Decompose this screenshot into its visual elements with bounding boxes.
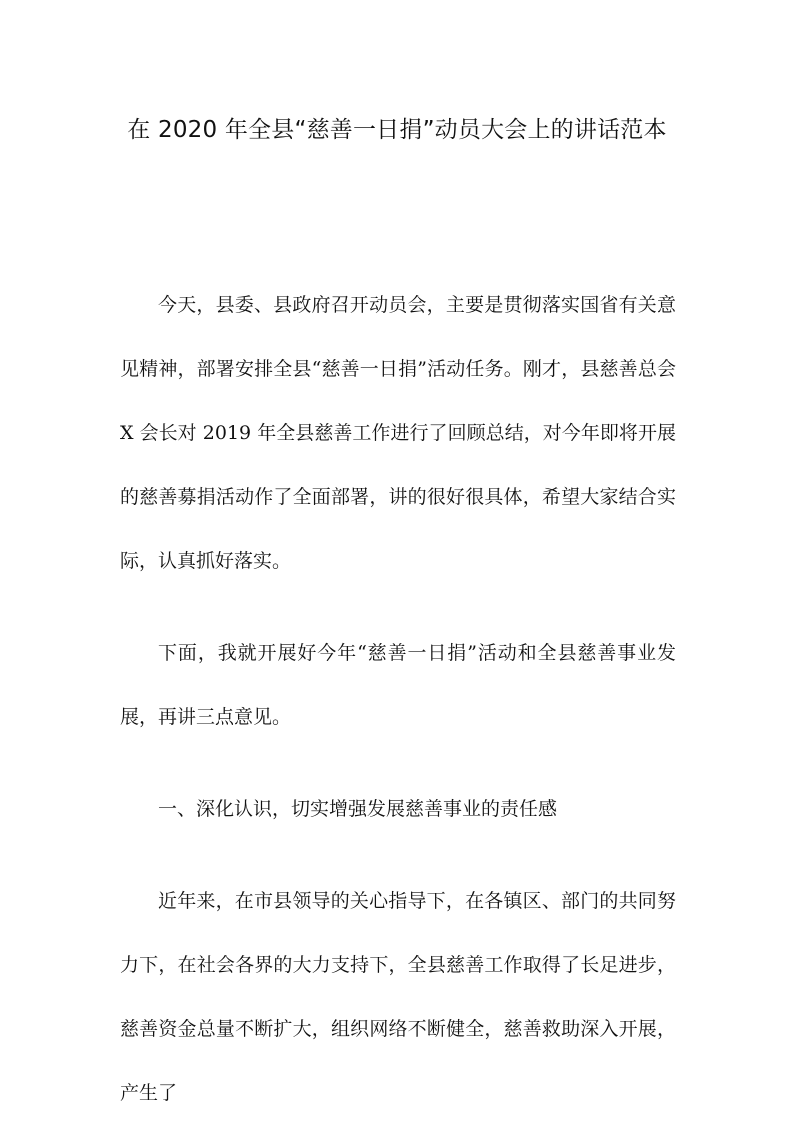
paragraph-intro: 下面，我就开展好今年“慈善一日捐”活动和全县慈善事业发展，再讲三点意见。 xyxy=(120,642,676,728)
document-body xyxy=(120,273,676,1125)
paragraph-opening: 今天，县委、县政府召开动员会，主要是贯彻落实国省有关意见精神，部署安排全县“慈善一日捐”活动任务。刚才，县慈善总会 X 会长对 2019 年全县慈善工作进行了回顾总结，对今年即将开展的慈善募捐活动作了全面部署，讲的很好很具体，希望大家结合实际，认真抓好落实。 xyxy=(120,294,676,572)
section-heading-1: 一、深化认识，切实增强发展慈善事业的责任感 xyxy=(158,798,558,820)
document-title: 在 2020 年全县“慈善一日捐”动员大会上的讲话范本 xyxy=(127,117,667,143)
paragraph-section-1: 近年来，在市县领导的关心指导下，在各镇区、部门的共同努力下，在社会各界的大力支持下，全县慈善工作取得了长足进步，慈善资金总量不断扩大，组织网络不断健全，慈善救助深入开展，产生了 xyxy=(120,890,676,1104)
